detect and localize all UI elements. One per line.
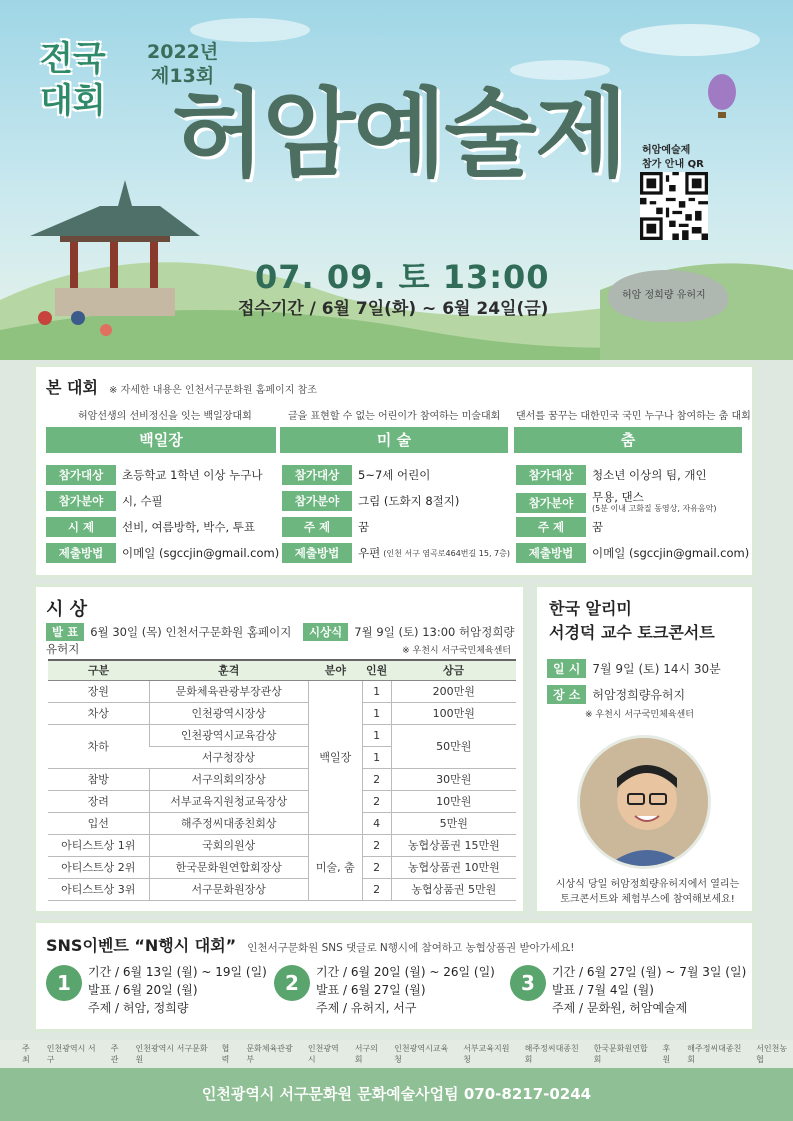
memorial-stone — [608, 270, 728, 322]
talk-time: 일 시 7월 9일 (토) 14시 30분 — [547, 659, 721, 678]
partner-label: 협력 — [221, 1044, 230, 1064]
supporter-logo: 서인천농협 — [756, 1044, 788, 1064]
balloon-icon — [708, 74, 736, 118]
pavilion-icon — [30, 180, 200, 316]
dance-submit-row: 제출방법 이메일 (sgccjin@gmail.com) — [516, 543, 749, 563]
talk-concert-title: 한국 알리미 서경덕 교수 토크콘서트 — [549, 599, 715, 642]
sns-header — [46, 933, 574, 956]
writing-target-row: 참가대상 초등학교 1학년 이상 누구나 — [46, 465, 262, 485]
memorial-stone-label: 허암 정희량 유허지 — [622, 290, 706, 301]
table-row: 서구청장상 1 — [48, 746, 516, 768]
dance-target-row: 참가대상 청소년 이상의 팀, 개인 — [516, 465, 707, 485]
qr-code-icon[interactable] — [640, 172, 708, 240]
event-2-details: 기간 / 6월 20일 (월) ~ 26일 (일) 발표 / 6월 27일 (월) 주제 / 유허지, 서구 — [316, 965, 495, 1015]
main-contest-section — [33, 364, 755, 578]
writing-theme-row: 시 제 선비, 여름방학, 박수, 투표 — [46, 517, 255, 537]
event-number-3: 3 — [510, 965, 546, 1001]
table-row: 차상 인천광역시장상 1 100만원 — [48, 702, 516, 724]
partner-logo: 인천광역시교육청 — [394, 1044, 449, 1064]
table-row: 장려 서부교육지원청교육장상 2 10만원 — [48, 790, 516, 812]
submission-period: 접수기간 / 6월 7일(화) ~ 6월 24일(금) — [238, 299, 549, 319]
dance-field-row: 참가분야 무용, 댄스 (5분 이내 고화질 동영상, 자유음악) — [516, 491, 717, 515]
partner-logo: 서구의회 — [354, 1044, 378, 1064]
table-row: 아티스트상 2위 한국문화원연합회장상 2 농협상품권 10만원 — [48, 856, 516, 878]
table-row: 차하 인천광역시교육감상 1 50만원 — [48, 724, 516, 746]
host-label: 주최 — [22, 1044, 30, 1064]
main-contest-header — [46, 375, 317, 398]
art-contest-header: 미 술 — [280, 427, 508, 453]
dance-theme-row: 주 제 꿈 — [516, 517, 603, 537]
event-date: 07. 09. 토 13:00 — [255, 258, 550, 296]
event-1-details: 기간 / 6월 13일 (월) ~ 19일 (일) 발표 / 6월 20일 (월) 주제 / 허암, 정희량 — [88, 965, 267, 1015]
hero-banner — [0, 0, 793, 360]
sponsor-bar — [0, 1040, 793, 1068]
year-label: 2022년 제13회 — [147, 41, 219, 87]
dance-contest-subtitle: 댄서를 꿈꾸는 대한민국 국민 누구나 참여하는 춤 대회 — [516, 411, 751, 422]
host-name: 인천광역시 서구 — [46, 1044, 96, 1064]
talk-caption: 시상식 당일 허암정희량유허지에서 열리는 토크콘서트와 체험부스에 참여해보세요! — [555, 879, 740, 905]
organizer-label: 주관 — [110, 1044, 119, 1064]
national-contest-badge: 전국 대회 — [40, 39, 106, 121]
sns-subtitle: 인천서구문화원 SNS 댓글로 N행시에 참여하고 농협상품권 받아가세요! — [247, 942, 575, 954]
main-contest-note: ※ 자세한 내용은 인천서구문화원 홈페이지 참조 — [109, 385, 317, 396]
table-row: 참방 서구의회의장상 2 30만원 — [48, 768, 516, 790]
art-field-row: 참가분야 그림 (도화지 8절지) — [282, 491, 459, 511]
event-number-1: 1 — [46, 965, 82, 1001]
festival-title: 허암예술제 — [172, 78, 626, 190]
talk-place: 장 소 허암정희량유허지 — [547, 685, 685, 704]
award-title: 시 상 — [46, 599, 88, 620]
organizer-name: 인천광역시 서구문화원 — [135, 1044, 208, 1064]
dance-contest-header: 춤 — [514, 427, 742, 453]
partner-logo: 문화체육관광부 — [246, 1044, 293, 1064]
speaker-photo — [577, 735, 711, 869]
supporter-logo: 해주정씨대종친회 — [687, 1044, 742, 1064]
award-announce: 발 표 6월 30일 (목) 인천서구문화원 홈페이지 시상식 7월 9일 (토) 13:00 허암정희량유허지 — [46, 625, 515, 656]
partner-logo: 인천광역시 — [307, 1044, 339, 1064]
support-label: 후원 — [662, 1044, 671, 1064]
footer-contact: 인천광역시 서구문화원 문화예술사업팀 070-8217-0244 — [0, 1068, 793, 1121]
partner-logo: 한국문화원연합회 — [593, 1044, 648, 1064]
writing-field-row: 참가분야 시, 수필 — [46, 491, 163, 511]
main-contest-title: 본 대회 — [46, 378, 98, 397]
art-contest-subtitle: 글을 표현할 수 없는 어린이가 참여하는 미술대회 — [288, 411, 501, 422]
award-table — [48, 659, 516, 901]
sns-title: SNS이벤트 “N행시 대회” — [46, 936, 237, 955]
event-number-2: 2 — [274, 965, 310, 1001]
award-section — [33, 584, 526, 914]
speaker-avatar-icon — [580, 738, 711, 869]
art-theme-row: 주 제 꿈 — [282, 517, 369, 537]
art-submit-row: 제출방법 우편 (인천 서구 염곡로464번길 15, 7층) — [282, 543, 510, 563]
table-row: 아티스트상 3위 서구문화원장상 2 농협상품권 5만원 — [48, 878, 516, 900]
table-row: 아티스트상 1위 국회의원상 미술, 춤 2 농협상품권 15만원 — [48, 834, 516, 856]
writing-contest-header: 백일장 — [46, 427, 276, 453]
award-table-header: 구분 훈격 분야 인원 상금 — [48, 660, 516, 680]
writing-contest-subtitle: 허암선생의 선비정신을 잇는 백일장대회 — [78, 411, 252, 422]
talk-place-note: ※ 우천시 서구국민체육센터 — [585, 710, 694, 720]
talk-concert-section — [534, 584, 755, 914]
table-row: 장원 문화체육관광부장관상 백일장 1 200만원 — [48, 680, 516, 702]
event-3-details: 기간 / 6월 27일 (월) ~ 7월 3일 (일) 발표 / 7월 4일 (월) 주제 / 문화원, 허암예술제 — [552, 965, 747, 1015]
table-row: 입선 해주정씨대종친회상 4 5만원 — [48, 812, 516, 834]
ceremony-note: ※ 우천시 서구국민체육센터 — [402, 646, 511, 656]
qr-label: 허암예술제 참가 안내 QR — [642, 145, 704, 170]
partner-logo: 해주정씨대종친회 — [524, 1044, 579, 1064]
sns-event-section — [33, 920, 755, 1032]
partner-logo: 서부교육지원청 — [463, 1044, 510, 1064]
art-target-row: 참가대상 5~7세 어린이 — [282, 465, 430, 485]
writing-submit-row: 제출방법 이메일 (sgccjin@gmail.com) — [46, 543, 279, 563]
